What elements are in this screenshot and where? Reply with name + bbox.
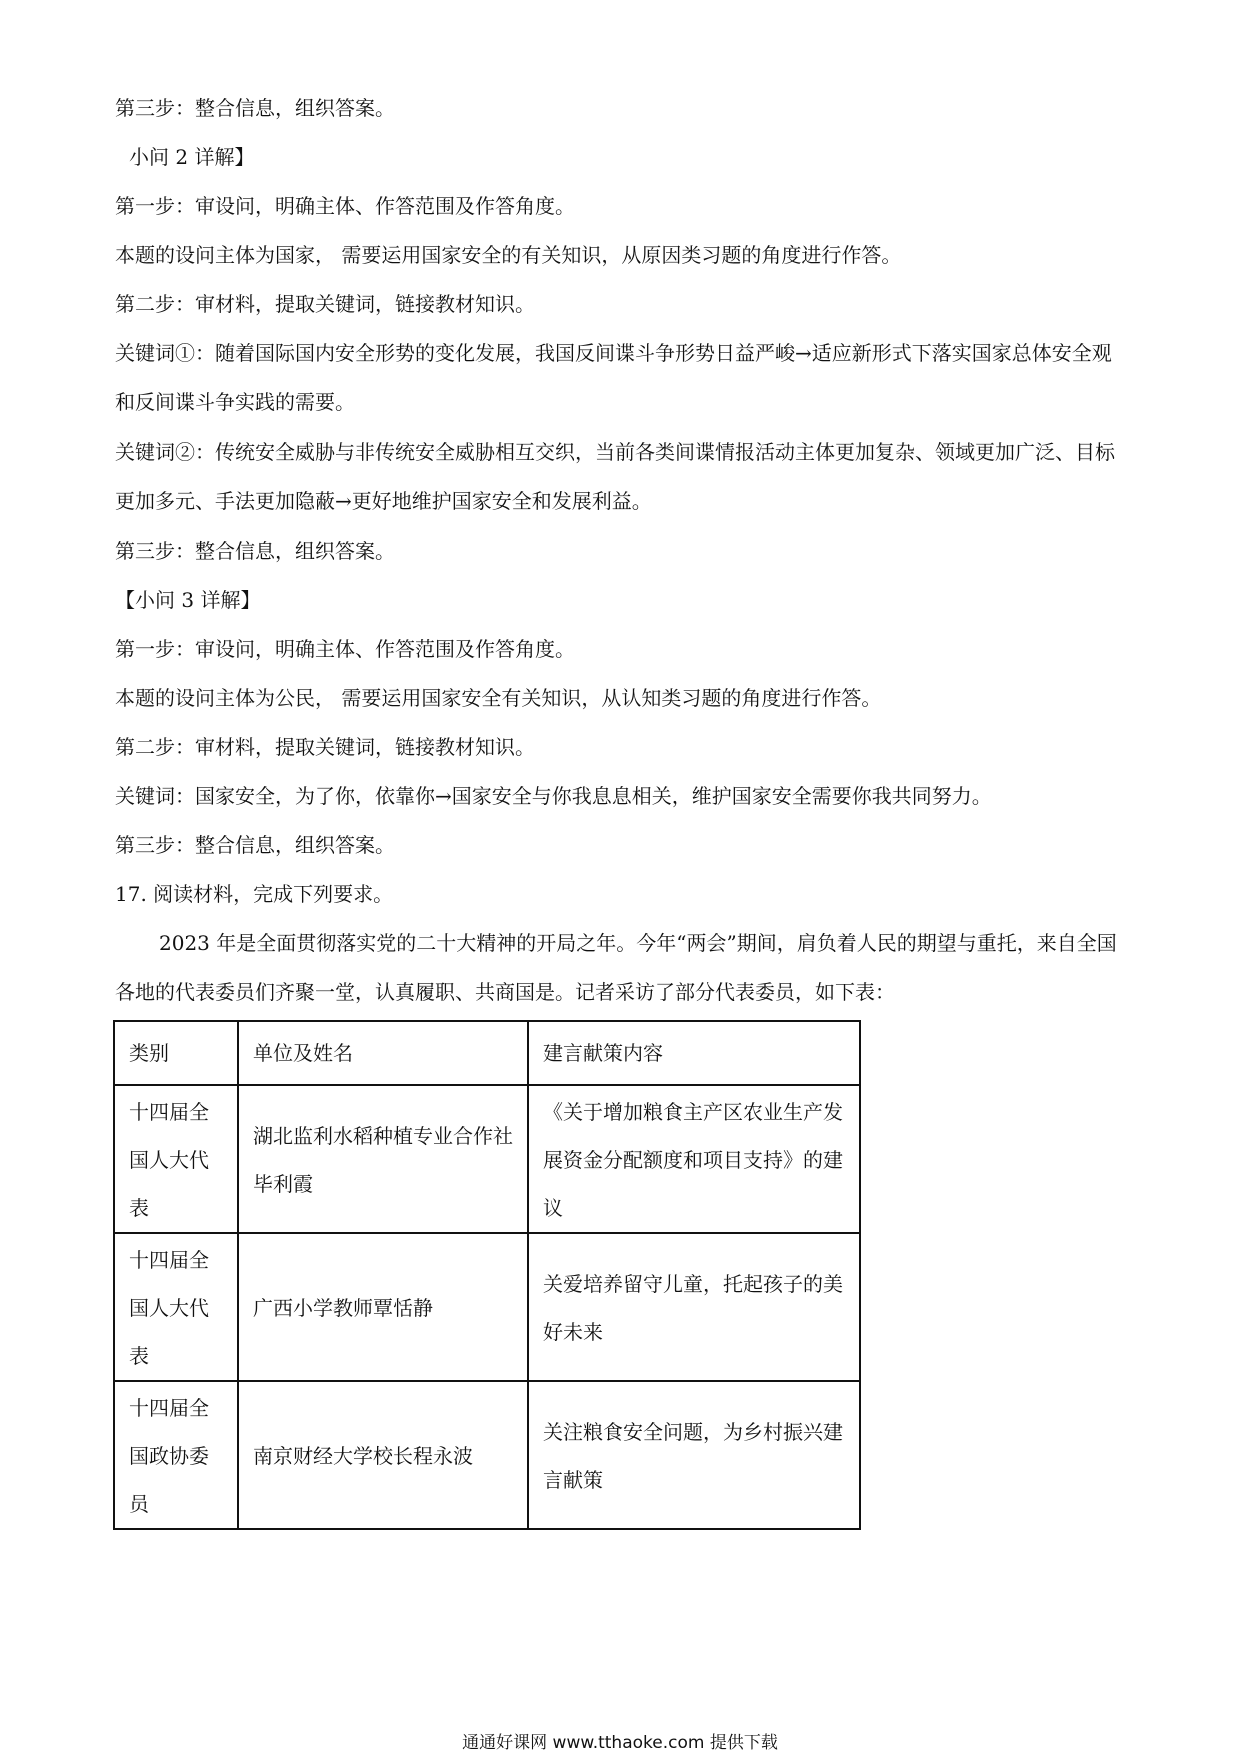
text-paragraph: 关键词①：随着国际国内安全形势的变化发展，我国反间谍斗争形势日益严峻→适应新形式下落实国家总体安全观和反间谍斗争实践的需要。 <box>115 341 1112 414</box>
section-heading: 小问 2 详解】 <box>129 145 255 169</box>
table-row <box>114 1085 860 1233</box>
table-cell-name: 广西小学教师覃恬静 <box>238 1233 528 1381</box>
text-paragraph: 关键词②：传统安全威胁与非传统安全威胁相互交织，当前各类间谍情报活动主体更加复杂、领域更加广泛、目标更加多元、手法更加隐蔽→更好地维护国家安全和发展利益。 <box>115 440 1115 513</box>
table-cell-proposal: 《关于增加粮食主产区农业生产发展资金分配额度和项目支持》的建议 <box>528 1085 860 1233</box>
table-header-row <box>114 1021 860 1085</box>
table-cell-category: 十四届全国人大代表 <box>114 1233 238 1381</box>
representatives-table <box>113 1020 861 1530</box>
table-cell-proposal: 关注粮食安全问题，为乡村振兴建言献策 <box>528 1381 860 1529</box>
text-line: 第三步：整合信息，组织答案。 <box>115 539 395 563</box>
table-cell-category: 十四届全国人大代表 <box>114 1085 238 1233</box>
table-row <box>114 1233 860 1381</box>
section-heading: 【小问 3 详解】 <box>115 588 261 612</box>
text-line: 本题的设问主体为公民， 需要运用国家安全有关知识，从认知类习题的角度进行作答。 <box>115 686 882 710</box>
document-body <box>115 96 1125 1017</box>
table-cell-name: 湖北监利水稻种植专业合作社毕利霞 <box>238 1085 528 1233</box>
material-paragraph: 2023 年是全面贯彻落实党的二十大精神的开局之年。今年“两会”期间，肩负着人民的期望与重托，来自全国各地的代表委员们齐聚一堂，认真履职、共商国是。记者采访了部分代表委员，如下表： <box>115 931 1117 1004</box>
text-line: 第二步：审材料，提取关键词，链接教材知识。 <box>115 292 535 316</box>
text-line: 本题的设问主体为国家， 需要运用国家安全的有关知识，从原因类习题的角度进行作答。 <box>115 243 902 267</box>
table-header-cell: 建言献策内容 <box>528 1021 860 1085</box>
text-line: 第三步：整合信息，组织答案。 <box>115 96 395 120</box>
text-line: 第二步：审材料，提取关键词，链接教材知识。 <box>115 735 535 759</box>
table-header-cell: 单位及姓名 <box>238 1021 528 1085</box>
question-title: 17. 阅读材料，完成下列要求。 <box>115 882 394 906</box>
table-cell-name: 南京财经大学校长程永波 <box>238 1381 528 1529</box>
text-line: 第三步：整合信息，组织答案。 <box>115 833 395 857</box>
footer-watermark: 通通好课网 www.tthaoke.com 提供下载 <box>462 1733 778 1753</box>
text-line: 第一步：审设问，明确主体、作答范围及作答角度。 <box>115 194 575 218</box>
table-cell-proposal: 关爱培养留守儿童，托起孩子的美好未来 <box>528 1233 860 1381</box>
text-line: 关键词：国家安全，为了你，依靠你→国家安全与你我息息相关，维护国家安全需要你我共同努力。 <box>115 784 992 808</box>
text-line: 第一步：审设问，明确主体、作答范围及作答角度。 <box>115 637 575 661</box>
table-row <box>114 1381 860 1529</box>
table-cell-category: 十四届全国政协委员 <box>114 1381 238 1529</box>
table-header-cell: 类别 <box>114 1021 238 1085</box>
